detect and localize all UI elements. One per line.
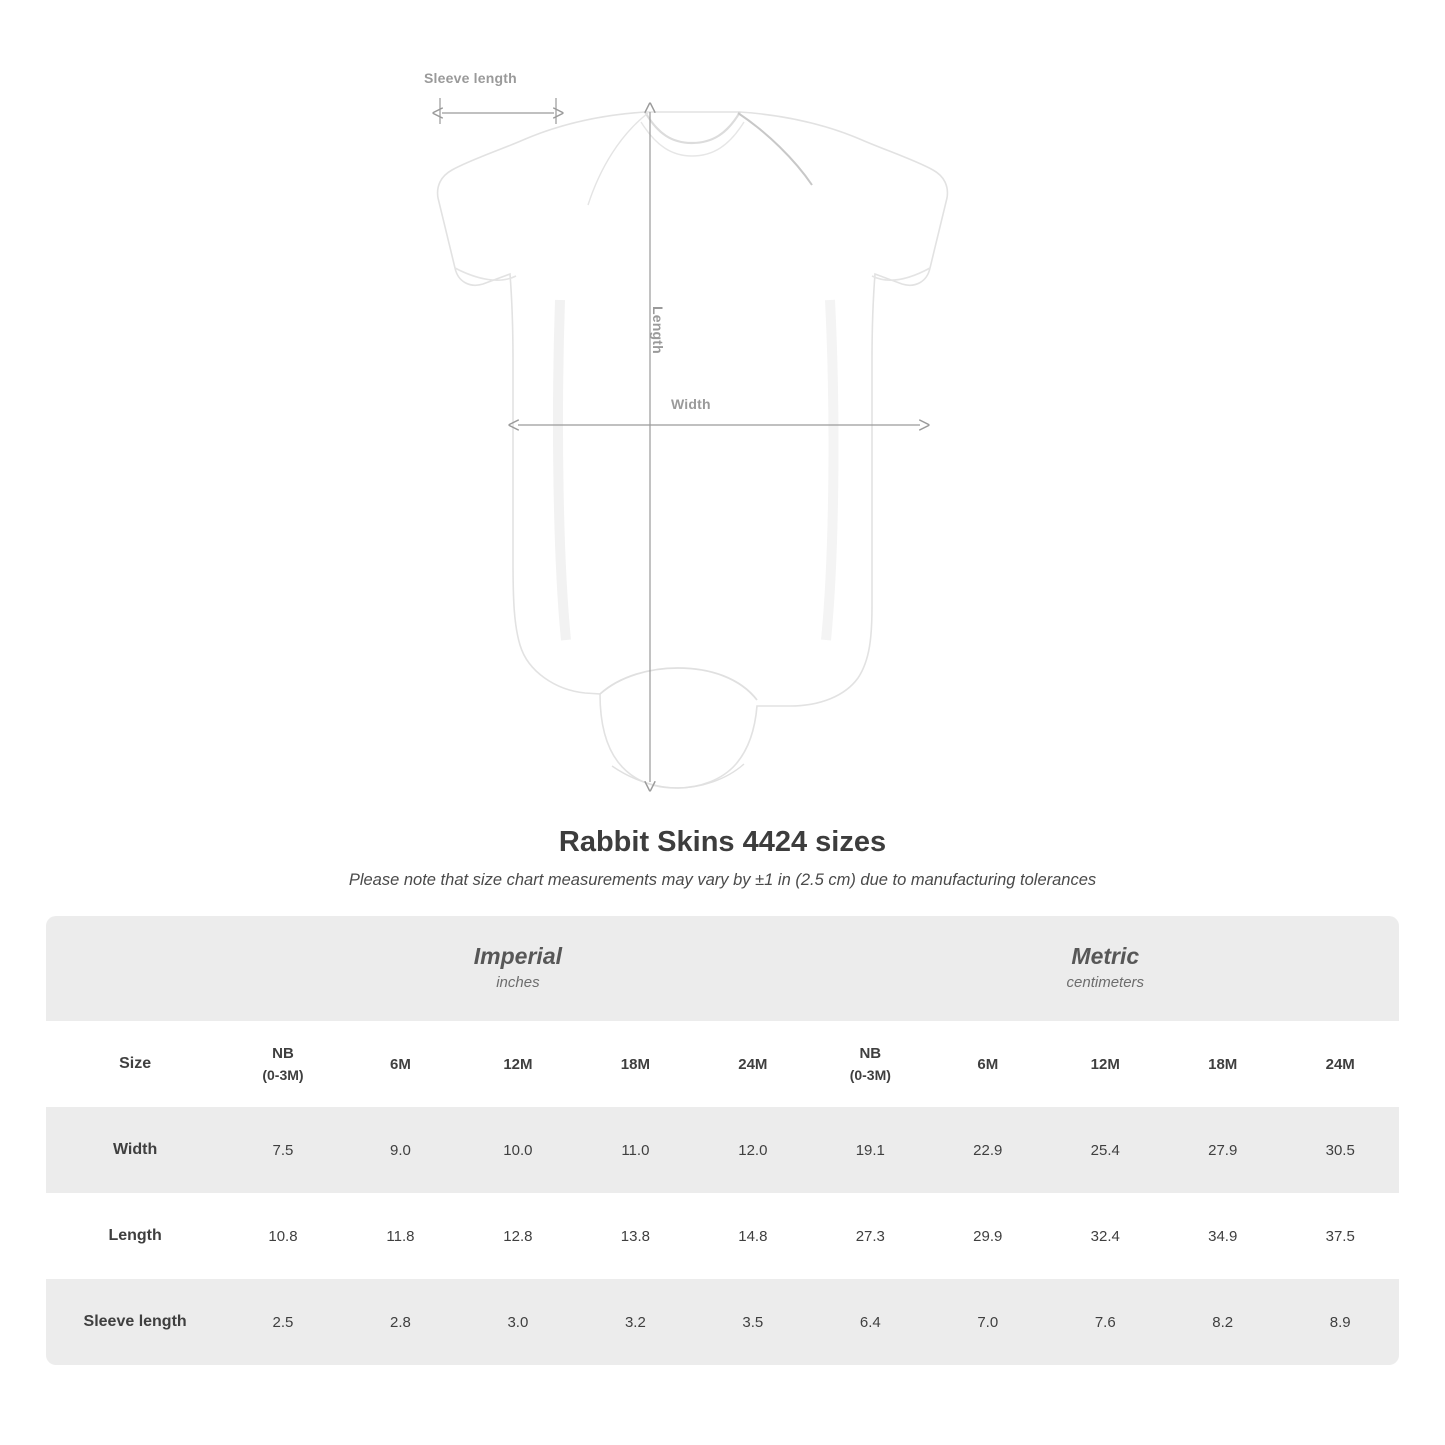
width-label: Width (671, 396, 711, 412)
header-col-0-main: NB (272, 1044, 294, 1062)
header-col-0 (224, 1021, 341, 1107)
cell-width-2: 10.0 (459, 1107, 576, 1193)
header-col-5-main: NB (859, 1044, 882, 1062)
cell-length-1: 11.8 (342, 1193, 459, 1279)
cell-length-8: 34.9 (1164, 1193, 1281, 1279)
cell-sleeve-8: 8.2 (1164, 1279, 1281, 1365)
cell-sleeve-4: 3.5 (694, 1279, 811, 1365)
cell-sleeve-2: 3.0 (459, 1279, 576, 1365)
cell-length-5: 27.3 (812, 1193, 929, 1279)
table-header-row (46, 1021, 1399, 1107)
table-row (46, 1107, 1399, 1193)
unit-group-metric (812, 916, 1399, 1021)
unit-group-imperial (224, 916, 811, 1021)
header-col-7: 12M (1047, 1021, 1164, 1107)
cell-length-4: 14.8 (694, 1193, 811, 1279)
header-col-5-sub: (0-3M) (849, 1066, 891, 1083)
unit-group-metric-sub: centimeters (1066, 973, 1145, 991)
header-col-6: 6M (929, 1021, 1046, 1107)
cell-width-6: 22.9 (929, 1107, 1046, 1193)
cell-sleeve-6: 7.0 (929, 1279, 1046, 1365)
unit-group-row (46, 916, 1399, 1021)
cell-sleeve-5: 6.4 (812, 1279, 929, 1365)
header-col-3: 18M (577, 1021, 694, 1107)
cell-length-7: 32.4 (1047, 1193, 1164, 1279)
header-col-4: 24M (694, 1021, 811, 1107)
header-size-label: Size (46, 1021, 224, 1107)
header-col-8: 18M (1164, 1021, 1281, 1107)
cell-width-9: 30.5 (1281, 1107, 1399, 1193)
tolerance-note: Please note that size chart measurements may vary by ±1 in (2.5 cm) due to manufacturing tolerances (348, 871, 1097, 889)
cell-sleeve-0: 2.5 (224, 1279, 341, 1365)
cell-sleeve-7: 7.6 (1047, 1279, 1164, 1365)
cell-width-8: 27.9 (1164, 1107, 1281, 1193)
header-col-2: 12M (459, 1021, 576, 1107)
cell-length-9: 37.5 (1281, 1193, 1399, 1279)
cell-width-0: 7.5 (224, 1107, 341, 1193)
header-col-9: 24M (1281, 1021, 1399, 1107)
sleeve-length-label: Sleeve length (424, 70, 517, 86)
cell-length-3: 13.8 (577, 1193, 694, 1279)
header-col-5 (812, 1021, 929, 1107)
cell-length-6: 29.9 (929, 1193, 1046, 1279)
cell-sleeve-9: 8.9 (1281, 1279, 1399, 1365)
cell-sleeve-3: 3.2 (577, 1279, 694, 1365)
chart-heading (0, 826, 1445, 890)
unit-group-metric-name: Metric (1071, 943, 1140, 970)
unit-group-imperial-name: Imperial (473, 943, 563, 970)
cell-length-0: 10.8 (224, 1193, 341, 1279)
row-label-sleeve-length: Sleeve length (46, 1279, 224, 1365)
unit-group-imperial-sub: inches (496, 973, 540, 991)
header-col-0-sub: (0-3M) (262, 1066, 304, 1083)
page-title: Rabbit Skins 4424 sizes (558, 826, 887, 858)
row-label-length: Length (46, 1193, 224, 1279)
table-row (46, 1193, 1399, 1279)
length-label: Length (650, 306, 666, 354)
cell-length-2: 12.8 (459, 1193, 576, 1279)
unit-corner-cell (46, 916, 224, 1021)
header-col-1: 6M (342, 1021, 459, 1107)
size-chart-table (46, 916, 1399, 1365)
size-chart-table-wrapper (46, 916, 1399, 1365)
cell-width-1: 9.0 (342, 1107, 459, 1193)
cell-width-7: 25.4 (1047, 1107, 1164, 1193)
cell-width-5: 19.1 (812, 1107, 929, 1193)
row-label-width: Width (46, 1107, 224, 1193)
cell-width-4: 12.0 (694, 1107, 811, 1193)
cell-width-3: 11.0 (577, 1107, 694, 1193)
cell-sleeve-1: 2.8 (342, 1279, 459, 1365)
table-row (46, 1279, 1399, 1365)
sleeve-measure-line (440, 98, 556, 124)
bodysuit-shape (438, 112, 948, 788)
